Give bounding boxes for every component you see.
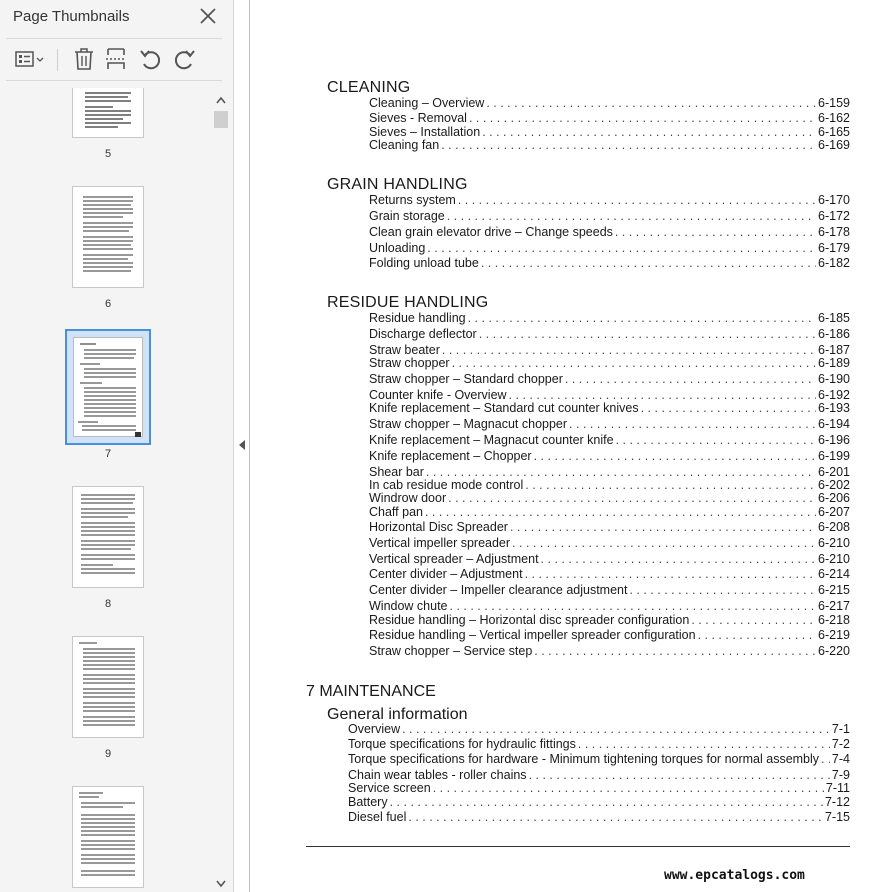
scroll-up-arrow-icon[interactable]	[216, 91, 226, 109]
toc-entry-label: Windrow door	[369, 491, 447, 505]
toc-entry[interactable]	[369, 449, 850, 463]
toc-entry-page: 7-2	[831, 737, 850, 751]
document-page	[250, 0, 877, 892]
toc-entry[interactable]	[369, 583, 850, 597]
toc-entry-label: Cleaning – Overview	[369, 96, 485, 110]
dot-leader	[578, 737, 830, 751]
toc-entry[interactable]	[369, 491, 850, 505]
toc-entry-page: 7-4	[831, 752, 850, 766]
toc-entry[interactable]	[369, 356, 850, 370]
dot-leader	[450, 599, 817, 613]
toc-entry-label: Chaff pan	[369, 505, 423, 519]
toc-entry[interactable]	[369, 465, 850, 479]
dot-leader	[615, 225, 816, 239]
thumbnail-page-number: 9	[104, 748, 112, 760]
dot-leader	[512, 536, 816, 550]
thumbnail-preview	[73, 787, 143, 887]
section-title: RESIDUE HANDLING	[327, 294, 489, 311]
toc-entry-page: 6-218	[818, 613, 850, 627]
dot-leader	[442, 343, 816, 357]
dot-leader	[447, 209, 816, 223]
dot-leader	[448, 491, 816, 505]
toc-entry[interactable]	[369, 567, 850, 581]
dot-leader	[390, 795, 823, 809]
toc-entry-label: Vertical impeller spreader	[369, 536, 511, 550]
toc-entry-page: 7-15	[824, 810, 850, 824]
toc-entry[interactable]	[369, 520, 850, 534]
toc-entry-page: 6-159	[818, 96, 850, 110]
toc-entry-page: 6-162	[818, 111, 850, 125]
toc-entry-label: Grain storage	[369, 209, 445, 223]
subsection-title: General information	[327, 706, 468, 723]
toc-entry-label: Center divider – Adjustment	[369, 567, 523, 581]
toc-entry-label: Overview	[348, 722, 401, 736]
toc-entry-label: Residue handling – Vertical impeller spreader configuration	[369, 628, 696, 642]
thumbnail-page-number: 8	[104, 598, 112, 610]
page-thumbnail[interactable]	[72, 786, 144, 888]
toc-entry-page: 6-214	[818, 567, 850, 581]
toc-entry-page: 6-202	[818, 478, 850, 492]
toc-entry-page: 6-190	[818, 372, 850, 386]
dot-leader	[481, 256, 816, 270]
toc-entry[interactable]	[369, 505, 850, 519]
toc-entry-page: 7-11	[825, 781, 850, 795]
toc-entry[interactable]	[369, 478, 850, 492]
toc-entry-page: 6-210	[818, 552, 850, 566]
dot-leader	[468, 311, 816, 325]
rotate-counterclockwise-icon[interactable]	[139, 46, 163, 72]
toc-entry-label: Torque specifications for hardware - Minimum tightening torques for normal assembly	[348, 752, 820, 766]
toc-entry[interactable]	[369, 552, 850, 566]
toc-entry-label: Service screen	[348, 781, 431, 795]
toc-entry[interactable]	[348, 810, 850, 824]
dot-leader	[569, 417, 816, 431]
extract-page-icon[interactable]	[104, 46, 128, 72]
scrollbar-thumb[interactable]	[214, 111, 228, 128]
toc-entry-page: 6-199	[818, 449, 850, 463]
toc-entry-label: Horizontal Disc Spreader	[369, 520, 508, 534]
dot-leader	[641, 401, 816, 415]
dot-leader	[509, 388, 816, 402]
page-thumbnail[interactable]	[72, 486, 144, 588]
toc-entry-page: 6-185	[818, 311, 850, 325]
toc-entry[interactable]	[369, 417, 850, 431]
thumbnail-page-number: 6	[104, 298, 112, 310]
thumbnail-preview	[73, 187, 143, 287]
toc-entry-page: 6-193	[818, 401, 850, 415]
toc-entry[interactable]	[348, 737, 850, 751]
dot-leader	[458, 193, 816, 207]
toc-entry-page: 6-179	[818, 241, 850, 255]
toc-entry-label: Center divider – Impeller clearance adjustment	[369, 583, 628, 597]
thumbnail-preview	[73, 487, 143, 587]
dot-leader	[426, 465, 816, 479]
toc-entry-label: Diesel fuel	[348, 810, 407, 824]
page-thumbnail[interactable]	[72, 88, 144, 138]
toc-entry-page: 6-182	[818, 256, 850, 270]
divider	[6, 80, 222, 81]
dot-leader	[402, 722, 830, 736]
toc-entry[interactable]	[369, 225, 850, 239]
page-thumbnail[interactable]	[72, 186, 144, 288]
dot-leader	[698, 628, 816, 642]
toc-entry[interactable]	[348, 722, 850, 736]
toc-entry[interactable]	[369, 125, 850, 139]
toc-entry-label: Returns system	[369, 193, 456, 207]
thumbnail-preview	[73, 337, 143, 437]
toc-entry-page: 6-187	[818, 343, 850, 357]
toc-entry-label: Straw chopper – Service step	[369, 644, 533, 658]
toc-entry-label: Cleaning fan	[369, 138, 440, 152]
dot-leader	[629, 583, 816, 597]
toc-entry-page: 6-215	[818, 583, 850, 597]
footer-rule	[306, 846, 850, 847]
toc-entry-label: Sieves – Installation	[369, 125, 481, 139]
toolbar-separator	[57, 49, 58, 71]
toc-entry[interactable]	[369, 599, 850, 613]
watermark-text: www.epcatalogs.com	[664, 868, 805, 883]
toc-entry[interactable]	[369, 96, 850, 110]
page-thumbnails-panel	[0, 0, 234, 892]
collapse-panel-arrow-icon[interactable]	[238, 438, 246, 456]
dot-leader	[529, 768, 830, 782]
thumbnail-page-number: 5	[104, 148, 112, 160]
thumbnail-options-icon[interactable]	[14, 46, 46, 72]
close-icon[interactable]	[198, 6, 218, 26]
toc-entry[interactable]	[369, 209, 850, 223]
toc-entry-page: 6-192	[818, 388, 850, 402]
toc-entry-page: 6-194	[818, 417, 850, 431]
toc-entry-label: Straw chopper – Standard chopper	[369, 372, 563, 386]
toc-entry-page: 6-220	[818, 644, 850, 658]
toc-entry-label: Residue handling	[369, 311, 466, 325]
toc-entry-label: Unloading	[369, 241, 426, 255]
dot-leader	[821, 752, 830, 766]
toc-entry-label: Counter knife - Overview	[369, 388, 507, 402]
toc-entry-page: 6-178	[818, 225, 850, 239]
dot-leader	[452, 356, 816, 370]
dot-leader	[534, 449, 816, 463]
toc-entry[interactable]	[369, 193, 850, 207]
toc-entry[interactable]	[348, 768, 850, 782]
toc-entry-page: 6-196	[818, 433, 850, 447]
toc-entry-page: 6-189	[818, 356, 850, 370]
dot-leader	[525, 567, 816, 581]
toc-entry[interactable]	[369, 256, 850, 270]
toc-entry-page: 6-206	[818, 491, 850, 505]
toc-entry-label: Clean grain elevator drive – Change speeds	[369, 225, 613, 239]
toc-entry-page: 6-201	[818, 465, 850, 479]
dot-leader	[441, 138, 816, 152]
dot-leader	[482, 125, 816, 139]
toc-entry[interactable]	[369, 613, 850, 627]
dot-leader	[525, 478, 816, 492]
page-thumbnail[interactable]	[72, 636, 144, 738]
thumbnail-preview	[73, 88, 143, 137]
panel-title: Page Thumbnails	[13, 8, 130, 25]
thumbnail-page-number: 7	[104, 448, 112, 460]
toc-entry-label: Window chute	[369, 599, 448, 613]
dot-leader	[469, 111, 816, 125]
dot-leader	[534, 644, 816, 658]
delete-page-icon[interactable]	[72, 46, 96, 72]
dot-leader	[479, 327, 816, 341]
toc-entry-page: 6-208	[818, 520, 850, 534]
thumbnail-list	[0, 88, 212, 892]
toc-entry[interactable]	[369, 311, 850, 325]
dot-leader	[565, 372, 816, 386]
toc-entry[interactable]	[348, 795, 850, 809]
toc-entry[interactable]	[369, 536, 850, 550]
toc-entry-page: 6-170	[818, 193, 850, 207]
dot-leader	[541, 552, 816, 566]
toc-entry-label: Battery	[348, 795, 388, 809]
divider	[6, 38, 222, 39]
dot-leader	[691, 613, 816, 627]
toc-entry[interactable]	[369, 241, 850, 255]
toc-entry-label: Straw chopper	[369, 356, 450, 370]
toc-entry[interactable]	[369, 372, 850, 386]
toc-entry-page: 6-165	[818, 125, 850, 139]
thumbnail-scrollbar[interactable]	[212, 88, 230, 892]
dot-leader	[486, 96, 816, 110]
toc-entry-label: Chain wear tables - roller chains	[348, 768, 527, 782]
toc-entry-page: 7-9	[831, 768, 850, 782]
toc-entry-page: 6-169	[818, 138, 850, 152]
toc-entry[interactable]	[369, 644, 850, 658]
toc-entry[interactable]	[369, 401, 850, 415]
dot-leader	[427, 241, 816, 255]
toc-entry-page: 6-186	[818, 327, 850, 341]
toc-entry-page: 6-172	[818, 209, 850, 223]
toc-entry-label: Shear bar	[369, 465, 424, 479]
toc-entry[interactable]	[369, 111, 850, 125]
toc-entry-label: Torque specifications for hydraulic fittings	[348, 737, 576, 751]
toc-entry[interactable]	[348, 752, 850, 766]
toc-entry[interactable]	[369, 628, 850, 642]
toc-entry-label: Knife replacement – Chopper	[369, 449, 532, 463]
toc-entry-label: Knife replacement – Standard cut counter knives	[369, 401, 639, 415]
dot-leader	[510, 520, 816, 534]
toc-entry-label: Discharge deflector	[369, 327, 477, 341]
toc-entry-label: Sieves - Removal	[369, 111, 467, 125]
dot-leader	[425, 505, 816, 519]
toc-entry-label: In cab residue mode control	[369, 478, 524, 492]
rotate-clockwise-icon[interactable]	[172, 46, 196, 72]
dot-leader	[408, 810, 823, 824]
section-title: CLEANING	[327, 79, 411, 96]
toc-entry-page: 7-1	[831, 722, 850, 736]
toc-entry[interactable]	[369, 433, 850, 447]
toc-entry[interactable]	[369, 343, 850, 357]
toc-entry-page: 6-210	[818, 536, 850, 550]
thumbnail-preview	[73, 637, 143, 737]
toc-entry-label: Folding unload tube	[369, 256, 479, 270]
dot-leader	[433, 781, 824, 795]
toc-entry-page: 7-12	[824, 795, 850, 809]
dot-leader	[616, 433, 816, 447]
toc-entry-label: Vertical spreader – Adjustment	[369, 552, 539, 566]
thumbnail-toolbar	[0, 44, 234, 76]
section-title: GRAIN HANDLING	[327, 176, 468, 193]
toc-entry-page: 6-219	[818, 628, 850, 642]
toc-entry-label: Straw beater	[369, 343, 440, 357]
scroll-down-arrow-icon[interactable]	[216, 875, 226, 892]
toc-entry[interactable]	[369, 388, 850, 402]
toc-entry[interactable]	[369, 327, 850, 341]
toc-entry[interactable]	[348, 781, 850, 795]
toc-entry-page: 6-217	[818, 599, 850, 613]
toc-entry-label: Straw chopper – Magnacut chopper	[369, 417, 568, 431]
chapter-title: 7 MAINTENANCE	[306, 683, 436, 700]
page-thumbnail-selected[interactable]	[65, 329, 151, 445]
toc-entry-label: Residue handling – Horizontal disc spreader configuration	[369, 613, 690, 627]
toc-entry-page: 6-207	[818, 505, 850, 519]
toc-entry[interactable]	[369, 138, 850, 152]
toc-entry-label: Knife replacement – Magnacut counter knife	[369, 433, 614, 447]
